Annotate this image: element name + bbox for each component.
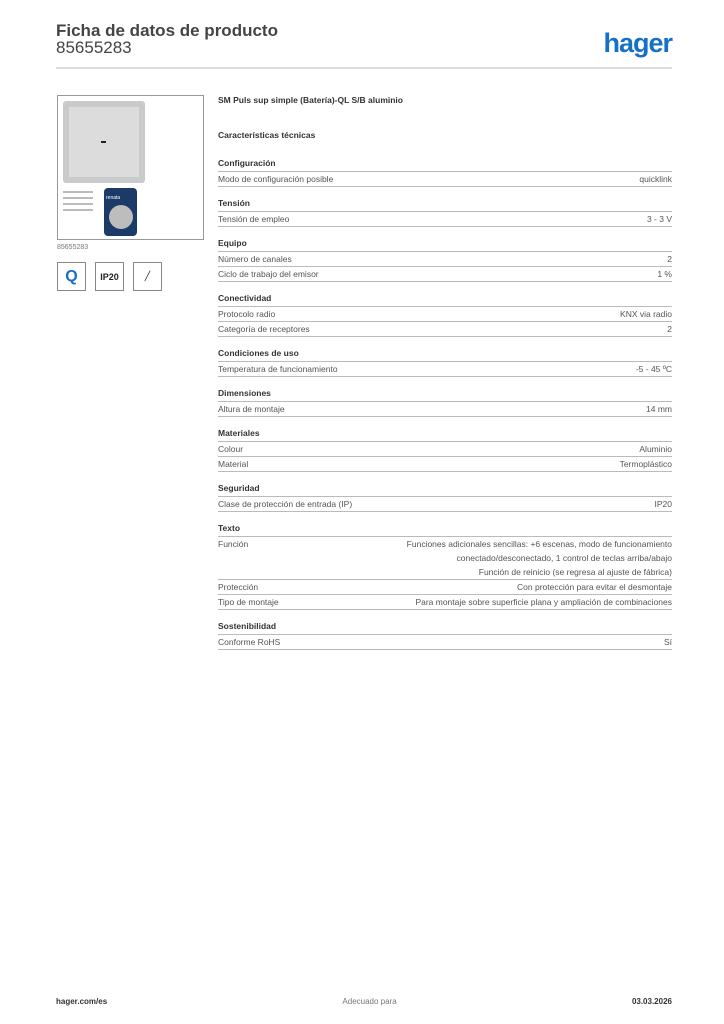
spec-value: 1 % xyxy=(657,269,672,279)
spec-row xyxy=(218,497,672,512)
section-title: Dimensiones xyxy=(218,386,672,402)
footer-link[interactable]: hager.com/es xyxy=(56,997,108,1006)
divider xyxy=(56,67,672,69)
footer xyxy=(56,997,672,1006)
section-title: Configuración xyxy=(218,156,672,172)
spec-section xyxy=(218,196,672,227)
battery-image: renata xyxy=(104,188,137,236)
spec-value: Funciones adicionales sencillas: +6 escenas, modo de funcionamiento conectado/desconectado, 1 control de teclas arriba/abajo Función de reinicio (se regresa al ajuste de fábrica) xyxy=(406,539,672,577)
image-code: 85655283 xyxy=(57,244,89,251)
spec-section xyxy=(218,236,672,282)
section-title: Condiciones de uso xyxy=(218,346,672,362)
spec-section xyxy=(218,386,672,417)
spec-row xyxy=(218,172,672,187)
footer-center: Adecuado para xyxy=(342,997,397,1006)
spec-section xyxy=(218,156,672,187)
spec-value: Termoplástico xyxy=(619,459,672,469)
spec-section xyxy=(218,291,672,337)
spec-value: -5 - 45 ºC xyxy=(635,364,672,374)
section-title: Equipo xyxy=(218,236,672,252)
spec-value: 2 xyxy=(667,254,672,264)
spec-value: Con protección para evitar el desmontaje xyxy=(517,582,672,592)
screws-image xyxy=(63,188,93,215)
spec-label: Temperatura de funcionamiento xyxy=(218,364,338,374)
page-title: Ficha de datos de producto xyxy=(56,21,278,40)
spec-row xyxy=(218,252,672,267)
spec-value: Aluminio xyxy=(639,444,672,454)
surface-mount-icon: ╱ xyxy=(133,262,162,291)
hager-logo: hager xyxy=(603,28,672,58)
spec-section xyxy=(218,346,672,377)
spec-label: Categoría de receptores xyxy=(218,324,310,334)
spec-label: Función xyxy=(218,539,249,549)
spec-row xyxy=(218,307,672,322)
spec-row xyxy=(218,457,672,472)
spec-row xyxy=(218,402,672,417)
spec-label: Ciclo de trabajo del emisor xyxy=(218,269,319,279)
spec-table xyxy=(218,95,672,650)
section-title: Seguridad xyxy=(218,481,672,497)
product-code: 85655283 xyxy=(56,38,132,57)
spec-row xyxy=(218,322,672,337)
spec-label: Tensión de empleo xyxy=(218,214,290,224)
spec-section xyxy=(218,619,672,650)
spec-value: Para montaje sobre superficie plana y ampliación de combinaciones xyxy=(415,597,672,607)
spec-row xyxy=(218,537,672,580)
spec-value: 14 mm xyxy=(646,404,672,414)
spec-row xyxy=(218,580,672,595)
spec-label: Modo de configuración posible xyxy=(218,174,334,184)
spec-label: Protección xyxy=(218,582,259,592)
spec-section xyxy=(218,426,672,472)
spec-row xyxy=(218,635,672,650)
spec-row xyxy=(218,595,672,610)
tech-heading: Características técnicas xyxy=(218,130,316,140)
product-image xyxy=(57,95,204,240)
spec-label: Número de canales xyxy=(218,254,292,264)
spec-section xyxy=(218,481,672,512)
spec-section xyxy=(218,521,672,610)
spec-value: KNX via radio xyxy=(620,309,672,319)
switch-plate-image xyxy=(63,101,145,183)
spec-value: 2 xyxy=(667,324,672,334)
spec-label: Colour xyxy=(218,444,244,454)
section-title: Conectividad xyxy=(218,291,672,307)
spec-row xyxy=(218,267,672,282)
section-title: Tensión xyxy=(218,196,672,212)
spec-label: Conforme RoHS xyxy=(218,637,281,647)
spec-label: Altura de montaje xyxy=(218,404,285,414)
section-title: Texto xyxy=(218,521,672,537)
spec-row xyxy=(218,212,672,227)
spec-value: quicklink xyxy=(639,174,672,184)
spec-label: Protocolo radio xyxy=(218,309,276,319)
spec-label: Material xyxy=(218,459,249,469)
spec-value: Sí xyxy=(663,637,672,647)
section-title: Sostenibilidad xyxy=(218,619,672,635)
spec-value: IP20 xyxy=(654,499,672,509)
ip20-icon: IP20 xyxy=(95,262,124,291)
spec-row xyxy=(218,362,672,377)
quicklink-icon: Q xyxy=(57,262,86,291)
spec-row xyxy=(218,442,672,457)
footer-date: 03.03.2026 xyxy=(631,997,672,1006)
product-name: SM Puls sup simple (Batería)-QL S/B aluminio xyxy=(218,95,403,105)
section-title: Materiales xyxy=(218,426,672,442)
spec-value: 3 - 3 V xyxy=(646,214,672,224)
spec-label: Clase de protección de entrada (IP) xyxy=(218,499,353,509)
spec-label: Tipo de montaje xyxy=(218,597,279,607)
